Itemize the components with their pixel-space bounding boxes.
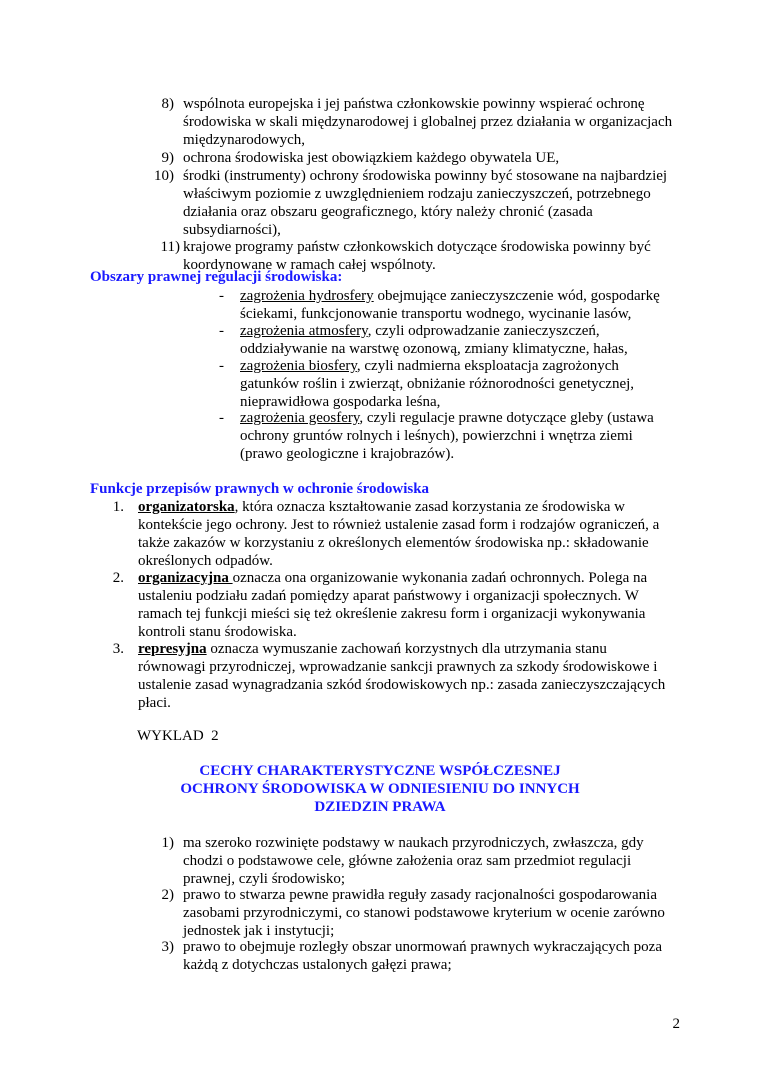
bullet-dash: - (219, 410, 224, 426)
function-item (138, 569, 668, 641)
list-item-number: 3. (112, 641, 124, 657)
list-item: prawo to stwarza pewne prawidła reguły zasady racjonalności gospodarowania zasobami przyrodniczymi, co stanowi podstawowe kryterium w ocenie zarówno jednostek jak i instytucji; (183, 887, 665, 939)
lecture-label: WYKLAD 2 (137, 728, 219, 744)
list-item: ma szeroko rozwinięte podstawy w naukach przyrodniczych, zwłaszcza, gdy chodzi o podstawowe cele, główne założenia oraz sam przedmiot regulacji prawnej, czyli środowisko; (183, 835, 644, 887)
list-item-number: 1. (112, 499, 124, 515)
list-item: krajowe programy państw członkowskich dotyczące środowiska powinny być koordynowane w ramach całej wspólnoty. (183, 239, 651, 273)
area-description: , czyli nadmierna eksploatacja zagrożonych gatunków roślin i zwierząt, obniżanie różnorodności genetycznej, nieprawidłowa gospodarka leśna, (240, 358, 635, 410)
function-term: organizatorska (138, 499, 235, 515)
section-title-line: OCHRONY ŚRODOWISKA W ODNIESIENIU DO INNYCH (180, 781, 580, 797)
list-item-number: 2) (161, 887, 174, 903)
list-item-number: 9) (161, 150, 174, 166)
list-item: środki (instrumenty) ochrony środowiska powinny być stosowane na najbardziej właściwym poziomie z uwzględnieniem rodzaju zanieczyszczeń, potrzebnego działania oraz obszaru geograficznego, który należy chronić (zasada subsydiarności), (183, 168, 668, 238)
section-title-line: DZIEDZIN PRAWA (314, 799, 446, 815)
bullet-dash: - (219, 323, 224, 339)
section-heading: Funkcje przepisów prawnych w ochronie środowiska (90, 481, 430, 497)
list-item-number: 2. (112, 570, 124, 586)
function-item (138, 498, 673, 570)
list-item-number: 11) (160, 239, 180, 255)
function-description: oznacza ona organizowanie wykonania zadań ochronnych. Polega na ustaleniu podziału zadań pomiędzy aparat państwowy i organizacji społecznych. W ramach tej funkcji mieści się też określenie zakresu form i organizacji wykonywania kontroli stanu środowiska. (138, 570, 648, 640)
area-item (240, 322, 675, 358)
function-item (138, 640, 678, 712)
area-term: zagrożenia biosfery (240, 358, 357, 374)
function-description: , która oznacza kształtowanie zasad korzystania ze środowiska w kontekście jego ochrony. Jest to również ustalenie zasad form i rodzajów ograniczeń, a także zakazów w korzystaniu z określonych elementów środowiska np.: składowanie określonych odpadów. (138, 499, 660, 569)
function-term: organizacyjna (138, 570, 233, 586)
function-term: represyjna (138, 641, 207, 657)
list-item: prawo to obejmuje rozległy obszar unormowań prawnych wykraczających poza każdą z dotychczas ustalonych gałęzi prawa; (183, 939, 662, 973)
area-description: obejmujące zanieczyszczenie wód, gospodarkę ściekami, funkcjonowanie transportu wodnego, wycinanie lasów, (240, 288, 660, 322)
area-item (240, 287, 675, 323)
list-item-number: 10) (154, 168, 174, 184)
page-number: 2 (672, 1016, 680, 1032)
section-title (150, 762, 610, 816)
area-item (240, 409, 675, 463)
list-item-number: 8) (161, 96, 174, 112)
bullet-dash: - (219, 288, 224, 304)
area-description: , czyli regulacje prawne dotyczące gleby (ustawa ochrony gruntów rolnych i leśnych), powierzchni i wnętrza ziemi (prawo geologiczne i krajobrazów). (240, 410, 654, 462)
list-item-number: 3) (161, 939, 174, 955)
area-item (240, 357, 675, 411)
function-description: oznacza wymuszanie zachowań korzystnych dla utrzymania stanu równowagi przyrodniczej, wprowadzanie sankcji prawnych za szkody środowiskowe i ustalenie zasad wynagradzania szkód środowiskowych np.: zasada zanieczyszczających płaci. (138, 641, 666, 711)
list-item: wspólnota europejska i jej państwa członkowskie powinny wspierać ochronę środowiska w skali międzynarodowej i globalnej przez działania w organizacjach międzynarodowych, (183, 96, 673, 148)
area-term: zagrożenia geosfery (240, 410, 360, 426)
bullet-dash: - (219, 358, 224, 374)
section-title-line: CECHY CHARAKTERYSTYCZNE WSPÓŁCZESNEJ (199, 763, 561, 779)
section-heading: Obszary prawnej regulacji środowiska: (90, 269, 343, 285)
list-item-number: 1) (161, 835, 174, 851)
list-item: ochrona środowiska jest obowiązkiem każdego obywatela UE, (183, 150, 560, 166)
area-term: zagrożenia atmosfery (240, 323, 368, 339)
area-term: zagrożenia hydrosfery (240, 288, 374, 304)
area-description: , czyli odprowadzanie zanieczyszczeń, oddziaływanie na warstwę ozonową, zmiany klimatyczne, hałas, (240, 323, 628, 357)
